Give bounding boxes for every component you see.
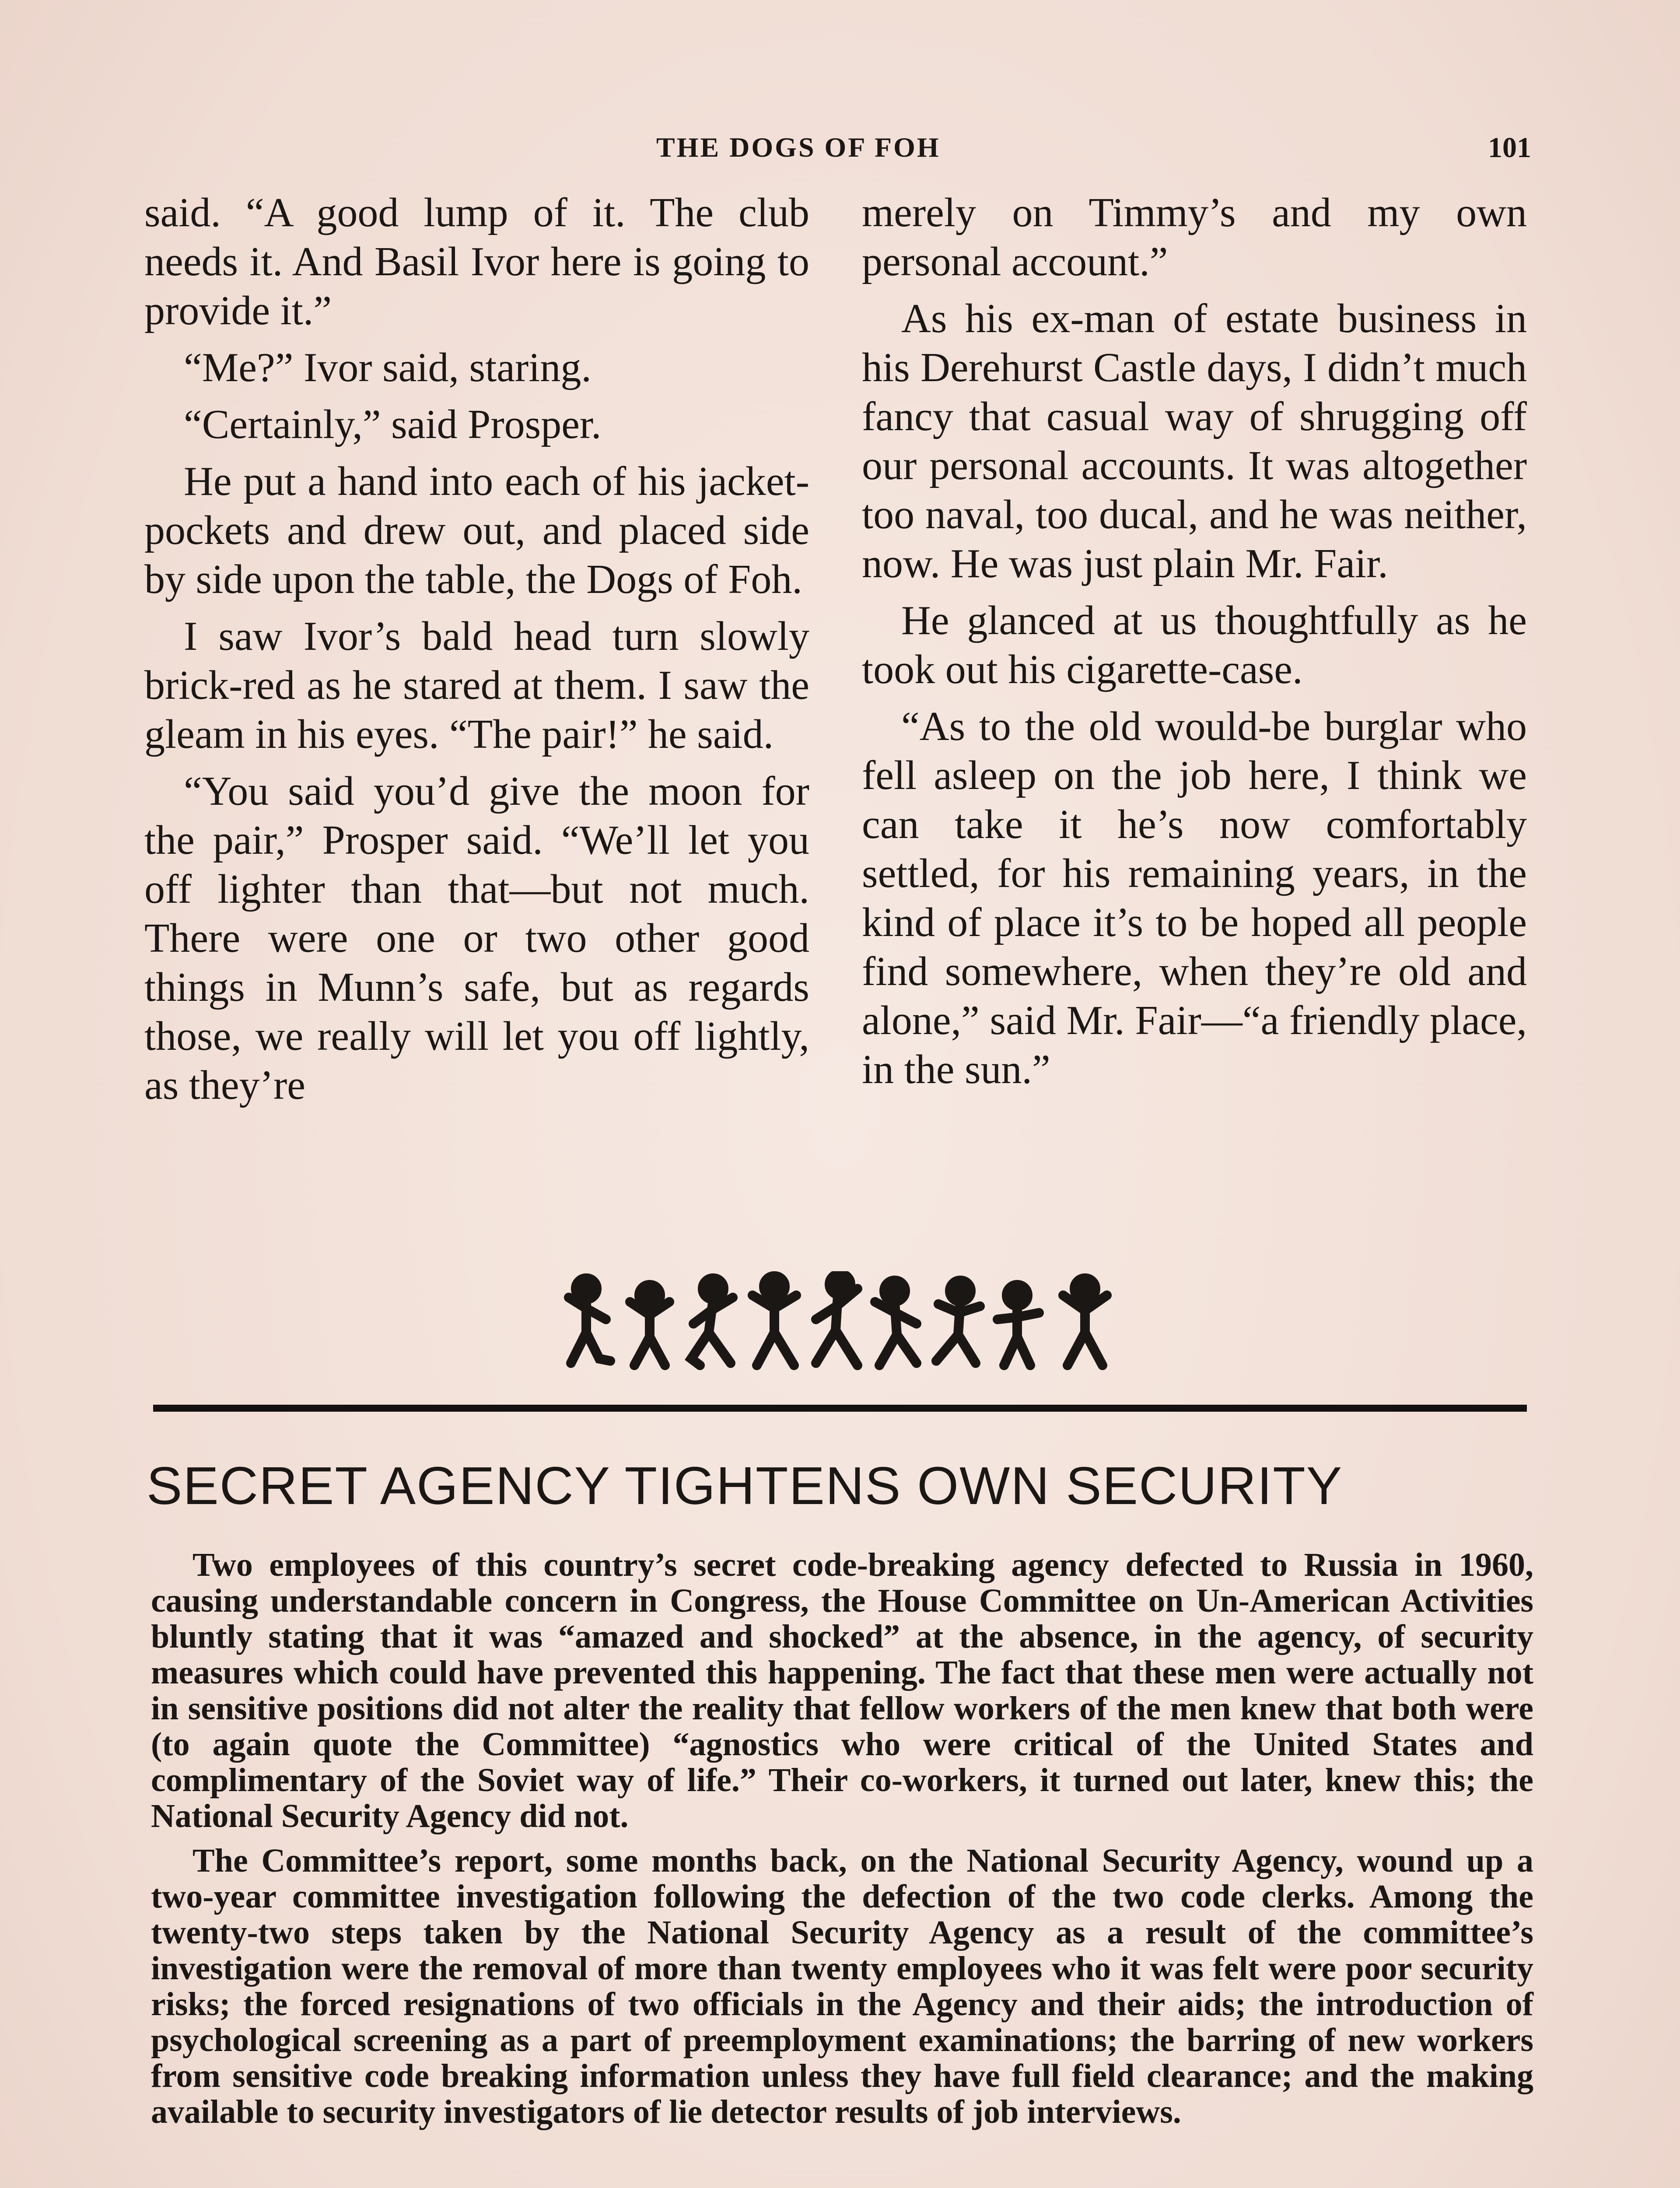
story-column-left [144,188,809,1118]
article-body [151,1547,1533,2139]
story-paragraph: said. “A good lump of it. The club needs it. And Basil Ivor here is going to provide it.” [144,190,809,333]
running-title: THE DOGS OF FOH [656,132,941,163]
article-title: SECRET AGENCY TIGHTENS OWN SECURITY [147,1456,1343,1515]
article-paragraph: The Committee’s report, some months back, on the National Security Agency, wound up a two-year committee investigation following the defection of the two code clerks. Among the twenty-two steps taken by the National Security Agency as a result of the committee’s investigation were the removal of more than twenty employees who it was felt were poor security risks; the forced resignations of two officials in the Agency and their aids; the introduction of psychological screening as a part of preemployment examinations; the barring of new workers from sensitive code breaking information unless they have full field clearance; and the making available to security investigators of lie detector results of job interviews. [151,1842,1533,2130]
story-paragraph: “You said you’d give the moon for the pair,” Prosper said. “We’ll let you off lighter than that—but not much. There were one or two other good things in Munn’s safe, but as regards those, we really will let you off lightly, as they’re [144,768,809,1108]
story-paragraph: I saw Ivor’s bald head turn slowly brick-red as he stared at them. I saw the gleam in his eyes. “The pair!” he said. [144,614,809,757]
story-column-right [862,188,1527,1102]
section-divider [153,1405,1527,1412]
story-paragraph: As his ex-man of estate business in his Derehurst Castle days, I didn’t much fancy that casual way of shrugging off our personal accounts. It was altogether too naval, too ducal, and he was neither, now. He was just plain Mr. Fair. [862,296,1527,586]
story-paragraph: “Me?” Ivor said, staring. [184,345,592,390]
article-paragraph: Two employees of this country’s secret code-breaking agency defected to Russia in 1960, causing understandable concern in Congress, the House Committee on Un-American Activities bluntly stating that it was “amazed and shocked” at the absence, in the agency, of security measures which could have prevented this happening. The fact that these men were actually not in sensitive positions did not alter the reality that fellow workers of the men knew that both were (to again quote the Committee) “agnostics who were critical of the United States and complimentary of the Soviet way of life.” Their co-workers, it turned out later, knew this; the National Security Agency did not. [151,1546,1533,1834]
dancing-stick-figures-icon [542,1271,1146,1376]
page-number: 101 [1488,132,1531,164]
story-paragraph: He put a hand into each of his jacket-pockets and drew out, and placed side by side upon the table, the Dogs of Foh. [144,459,809,602]
story-paragraph: “As to the old would-be burglar who fell asleep on the job here, I think we can take it he’s now comfortably settled, for his remaining years, in the kind of place it’s to be hoped all people find somewhere, when they’re old and alone,” said Mr. Fair—“a friendly place, in the sun.” [862,704,1527,1092]
story-paragraph: “Certainly,” said Prosper. [184,402,602,447]
story-paragraph: He glanced at us thoughtfully as he took out his cigarette-case. [862,598,1527,692]
story-paragraph: merely on Timmy’s and my own personal account.” [862,190,1527,284]
